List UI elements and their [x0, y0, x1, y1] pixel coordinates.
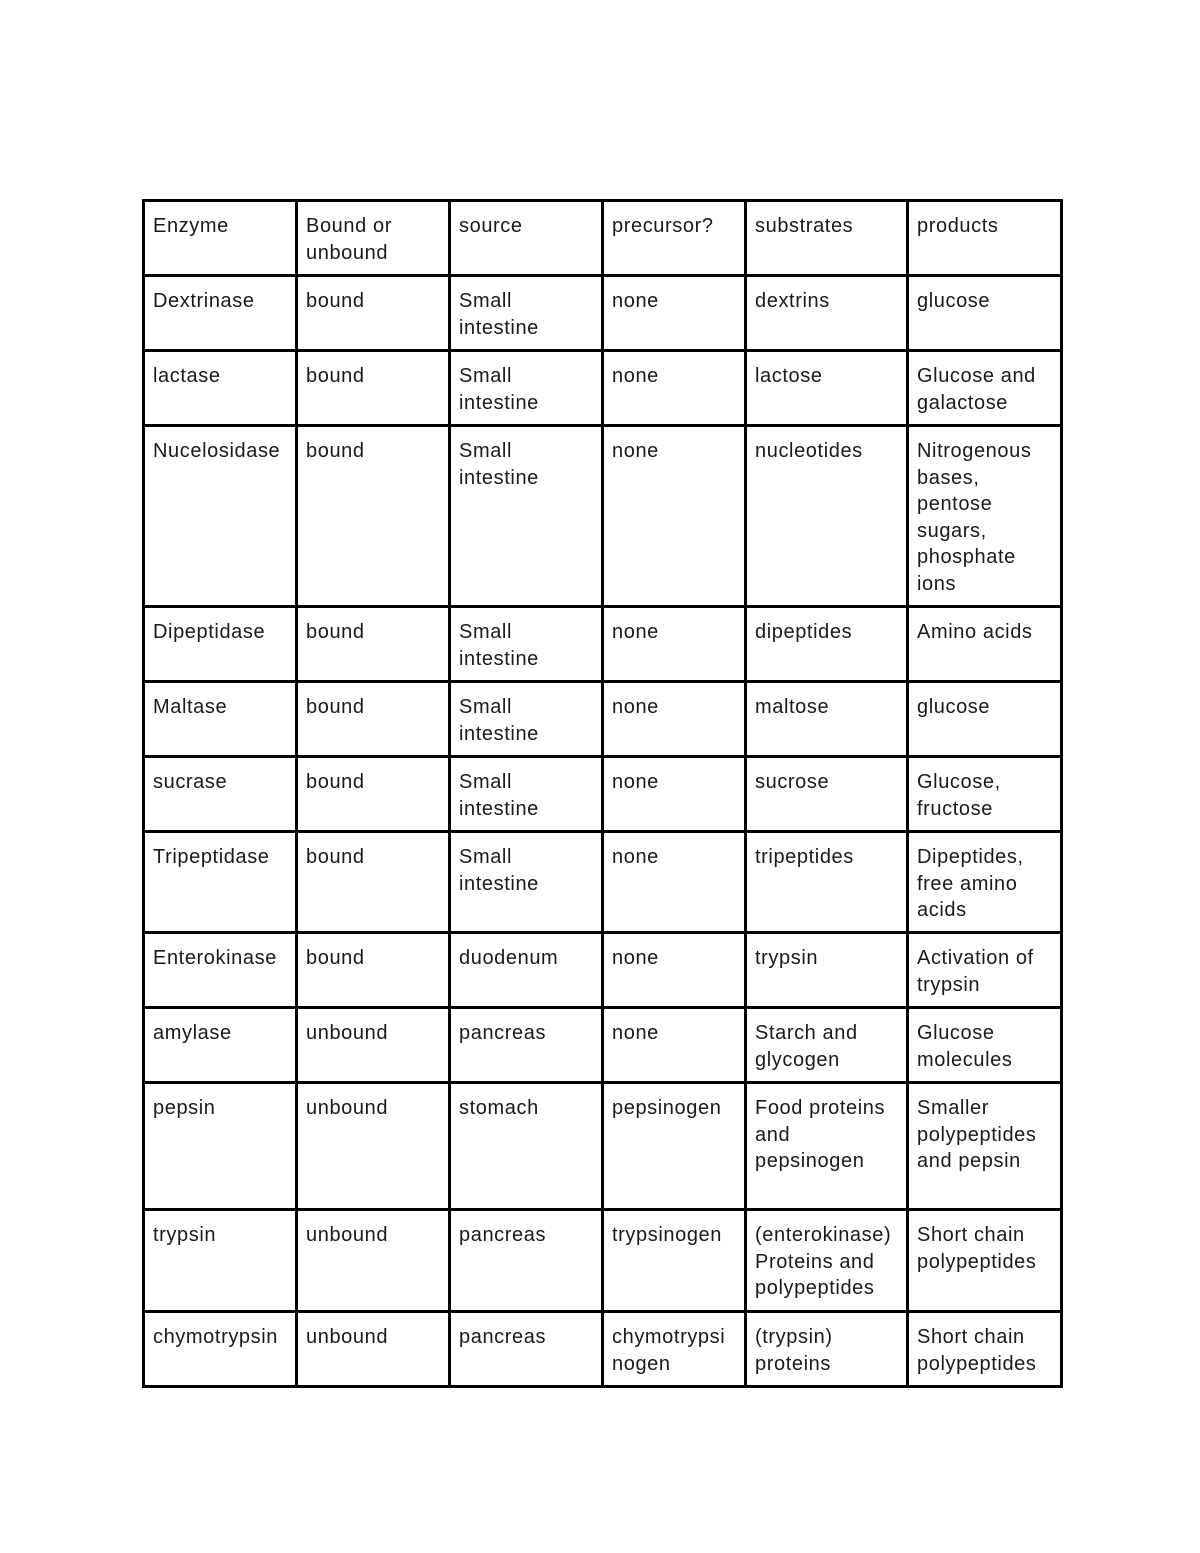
cell-enzyme: lactase — [144, 351, 297, 426]
cell-precursor: none — [603, 351, 746, 426]
cell-substrates: maltose — [746, 682, 908, 757]
cell-source: pancreas — [450, 1210, 603, 1312]
cell-bound-or-unbound: bound — [297, 682, 450, 757]
cell-products: Nitrogenous bases, pentose sugars, phosphate ions — [908, 426, 1062, 607]
cell-substrates: (enterokinase) Proteins and polypeptides — [746, 1210, 908, 1312]
cell-bound-or-unbound: bound — [297, 607, 450, 682]
cell-precursor: none — [603, 276, 746, 351]
cell-enzyme: Tripeptidase — [144, 832, 297, 933]
table-row — [144, 1008, 1062, 1083]
table-row — [144, 351, 1062, 426]
cell-substrates: (trypsin) proteins — [746, 1312, 908, 1387]
cell-source: duodenum — [450, 933, 603, 1008]
cell-enzyme: Dextrinase — [144, 276, 297, 351]
table-row — [144, 832, 1062, 933]
cell-source: pancreas — [450, 1008, 603, 1083]
cell-products: Glucose molecules — [908, 1008, 1062, 1083]
cell-precursor: none — [603, 682, 746, 757]
table-row — [144, 1312, 1062, 1387]
cell-source: Small intestine — [450, 682, 603, 757]
cell-precursor: none — [603, 757, 746, 832]
table-row — [144, 1083, 1062, 1210]
cell-substrates: trypsin — [746, 933, 908, 1008]
header-cell-bound-or-unbound: Bound or unbound — [297, 201, 450, 276]
cell-enzyme: sucrase — [144, 757, 297, 832]
cell-bound-or-unbound: unbound — [297, 1083, 450, 1210]
cell-precursor: none — [603, 607, 746, 682]
cell-bound-or-unbound: bound — [297, 426, 450, 607]
cell-bound-or-unbound: unbound — [297, 1210, 450, 1312]
table-row — [144, 682, 1062, 757]
header-cell-enzyme: Enzyme — [144, 201, 297, 276]
cell-substrates: Food proteins and pepsinogen — [746, 1083, 908, 1210]
table-row — [144, 757, 1062, 832]
cell-enzyme: pepsin — [144, 1083, 297, 1210]
cell-bound-or-unbound: unbound — [297, 1008, 450, 1083]
cell-products: glucose — [908, 276, 1062, 351]
table-row — [144, 933, 1062, 1008]
cell-substrates: Starch and glycogen — [746, 1008, 908, 1083]
cell-products: glucose — [908, 682, 1062, 757]
cell-source: pancreas — [450, 1312, 603, 1387]
cell-substrates: tripeptides — [746, 832, 908, 933]
cell-bound-or-unbound: bound — [297, 351, 450, 426]
header-cell-substrates: substrates — [746, 201, 908, 276]
cell-products: Glucose, fructose — [908, 757, 1062, 832]
cell-substrates: dipeptides — [746, 607, 908, 682]
cell-bound-or-unbound: unbound — [297, 1312, 450, 1387]
cell-enzyme: Maltase — [144, 682, 297, 757]
cell-precursor: none — [603, 1008, 746, 1083]
enzyme-table — [142, 199, 1063, 1388]
cell-precursor: none — [603, 832, 746, 933]
cell-products: Activation of trypsin — [908, 933, 1062, 1008]
cell-substrates: dextrins — [746, 276, 908, 351]
cell-source: stomach — [450, 1083, 603, 1210]
table-row — [144, 426, 1062, 607]
header-cell-products: products — [908, 201, 1062, 276]
cell-products: Amino acids — [908, 607, 1062, 682]
cell-substrates: sucrose — [746, 757, 908, 832]
cell-bound-or-unbound: bound — [297, 276, 450, 351]
cell-source: Small intestine — [450, 276, 603, 351]
cell-precursor: none — [603, 426, 746, 607]
table-row — [144, 1210, 1062, 1312]
cell-enzyme: Dipeptidase — [144, 607, 297, 682]
cell-precursor: none — [603, 933, 746, 1008]
cell-substrates: lactose — [746, 351, 908, 426]
header-cell-precursor: precursor? — [603, 201, 746, 276]
cell-source: Small intestine — [450, 832, 603, 933]
cell-bound-or-unbound: bound — [297, 757, 450, 832]
cell-bound-or-unbound: bound — [297, 933, 450, 1008]
header-cell-source: source — [450, 201, 603, 276]
cell-enzyme: chymotrypsin — [144, 1312, 297, 1387]
cell-precursor: pepsinogen — [603, 1083, 746, 1210]
cell-products: Short chain polypeptides — [908, 1210, 1062, 1312]
cell-source: Small intestine — [450, 607, 603, 682]
cell-substrates: nucleotides — [746, 426, 908, 607]
cell-products: Glucose and galactose — [908, 351, 1062, 426]
cell-source: Small intestine — [450, 351, 603, 426]
cell-precursor: chymotrypsi nogen — [603, 1312, 746, 1387]
cell-source: Small intestine — [450, 757, 603, 832]
cell-bound-or-unbound: bound — [297, 832, 450, 933]
cell-products: Short chain polypeptides — [908, 1312, 1062, 1387]
table-row — [144, 607, 1062, 682]
cell-enzyme: Enterokinase — [144, 933, 297, 1008]
cell-enzyme: amylase — [144, 1008, 297, 1083]
header-row — [144, 201, 1062, 276]
cell-products: Dipeptides, free amino acids — [908, 832, 1062, 933]
cell-enzyme: Nucelosidase — [144, 426, 297, 607]
cell-source: Small intestine — [450, 426, 603, 607]
cell-enzyme: trypsin — [144, 1210, 297, 1312]
cell-precursor: trypsinogen — [603, 1210, 746, 1312]
table-body — [144, 201, 1062, 1387]
table-row — [144, 276, 1062, 351]
cell-products: Smaller polypeptides and pepsin — [908, 1083, 1062, 1210]
